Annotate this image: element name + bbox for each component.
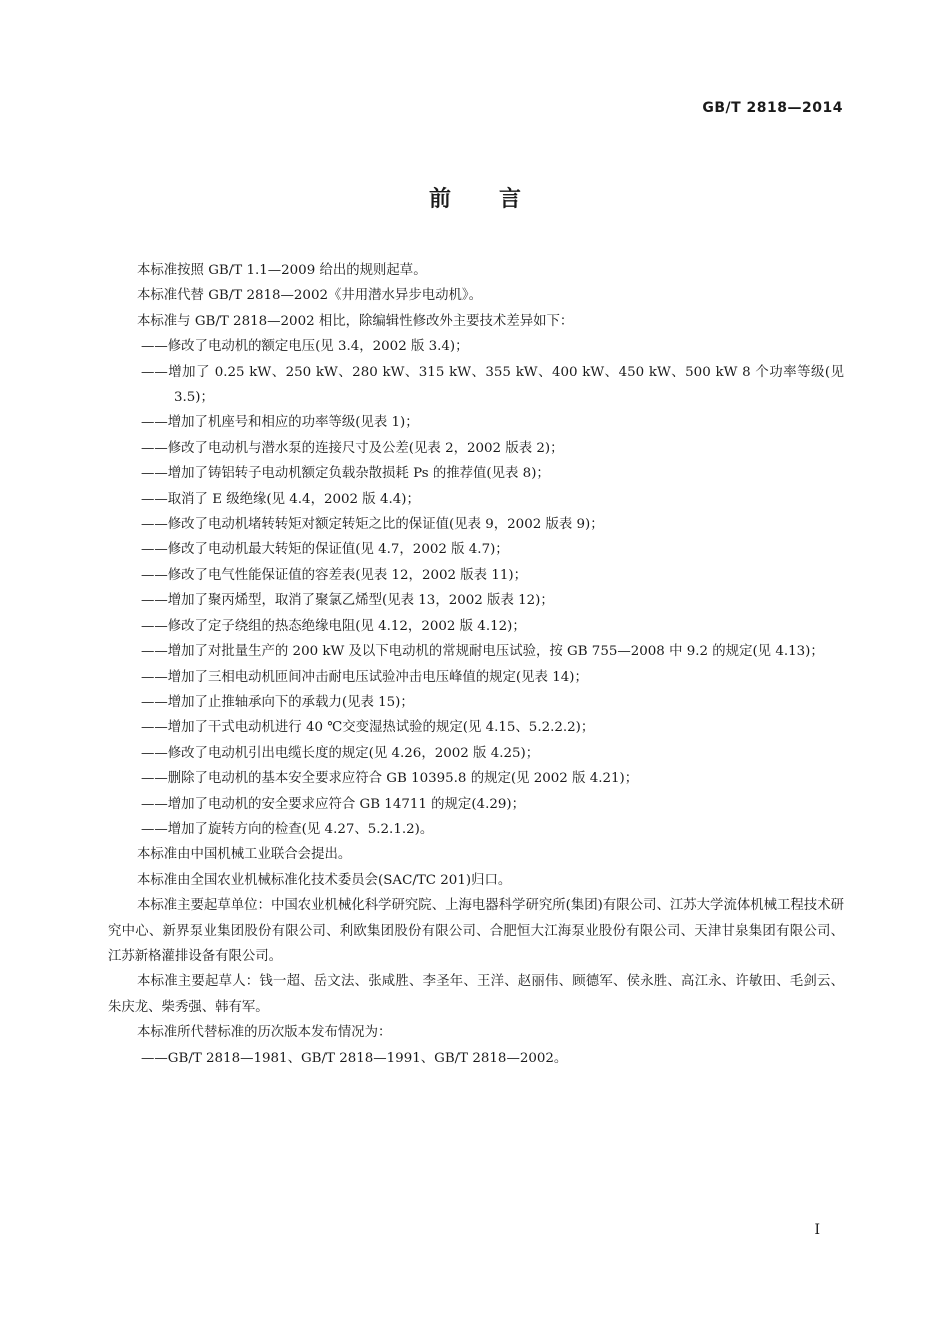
change-item: ——修改了电动机与潜水泵的连接尺寸及公差(见表 2，2002 版表 2)；: [141, 440, 564, 456]
change-item: ——增加了铸铝转子电动机额定负载杂散损耗 Ps 的推荐值(见表 8)；: [141, 466, 550, 482]
change-item: ——增加了对批量生产的 200 kW 及以下电动机的常规耐电压试验，按 GB 755—2008 中 9.2 的规定(见 4.13)；: [141, 644, 824, 660]
change-item: ——增加了止推轴承向下的承载力(见表 15)；: [141, 694, 414, 710]
change-item: ——修改了电动机的额定电压(见 3.4，2002 版 3.4)；: [141, 339, 469, 355]
document-body: [108, 258, 844, 1071]
change-item: ——修改了电动机最大转矩的保证值(见 4.7，2002 版 4.7)；: [141, 542, 509, 558]
intro-paragraph: 本标准按照 GB/T 1.1—2009 给出的规则起草。: [137, 263, 427, 278]
closing-paragraph: 本标准主要起草人：钱一超、岳文法、张咸胜、李圣年、王洋、赵丽伟、顾德军、侯永胜、高江永、许敏田、毛剑云、朱庆龙、柴秀强、韩有军。: [108, 974, 844, 1015]
intro-paragraph: 本标准代替 GB/T 2818—2002《井用潜水异步电动机》。: [137, 288, 482, 304]
document-code: GB/T 2818—2014: [702, 100, 843, 116]
change-item: ——修改了电气性能保证值的容差表(见表 12，2002 版表 11)；: [141, 567, 527, 583]
change-item: ——修改了定子绕组的热态绝缘电阻(见 4.12，2002 版 4.12)；: [141, 618, 526, 634]
change-item: ——修改了电动机引出电缆长度的规定(见 4.26，2002 版 4.25)；: [141, 745, 540, 761]
change-item: ——增加了电动机的安全要求应符合 GB 14711 的规定(4.29)；: [141, 796, 525, 812]
page-title: 前言: [428, 187, 569, 212]
change-item: ——增加了干式电动机进行 40 ℃交变湿热试验的规定(见 4.15、5.2.2.2)；: [141, 720, 595, 736]
closing-paragraph: 本标准所代替标准的历次版本发布情况为：: [137, 1025, 392, 1041]
closing-paragraph: 本标准由全国农业机械标准化技术委员会(SAC/TC 201)归口。: [137, 872, 512, 888]
intro-paragraph: 本标准与 GB/T 2818—2002 相比，除编辑性修改外主要技术差异如下：: [137, 313, 574, 329]
change-item: ——取消了 E 级绝缘(见 4.4，2002 版 4.4)；: [141, 491, 420, 507]
change-item: ——增加了旋转方向的检查(见 4.27、5.2.1.2)。: [141, 821, 434, 837]
closing-paragraph: 本标准由中国机械工业联合会提出。: [137, 847, 352, 863]
history-item: ——GB/T 2818—1981、GB/T 2818—1991、GB/T 2818—2002。: [141, 1050, 568, 1066]
change-item: ——增加了三相电动机匝间冲击耐电压试验冲击电压峰值的规定(见表 14)；: [141, 669, 588, 685]
change-item: ——增加了机座号和相应的功率等级(见表 1)；: [141, 415, 419, 431]
change-item: ——删除了电动机的基本安全要求应符合 GB 10395.8 的规定(见 2002 版 4.21)；: [141, 771, 639, 787]
change-item: ——增加了聚丙烯型，取消了聚氯乙烯型(见表 13，2002 版表 12)；: [141, 593, 554, 609]
change-item: ——增加了 0.25 kW、250 kW、280 kW、315 kW、355 kW、400 kW、450 kW、500 kW 8 个功率等级(见 3.5)；: [141, 364, 844, 406]
page-number: I: [814, 1222, 820, 1238]
change-item: ——修改了电动机堵转转矩对额定转矩之比的保证值(见表 9，2002 版表 9)；: [141, 517, 604, 533]
closing-paragraph: 本标准主要起草单位：中国农业机械化科学研究院、上海电器科学研究所(集团)有限公司、江苏大学流体机械工程技术研究中心、新界泵业集团股份有限公司、利欧集团股份有限公司、合肥恒大江海泵业股份有限公司、天津甘泉集团有限公司、江苏新格灌排设备有限公司。: [108, 898, 844, 964]
